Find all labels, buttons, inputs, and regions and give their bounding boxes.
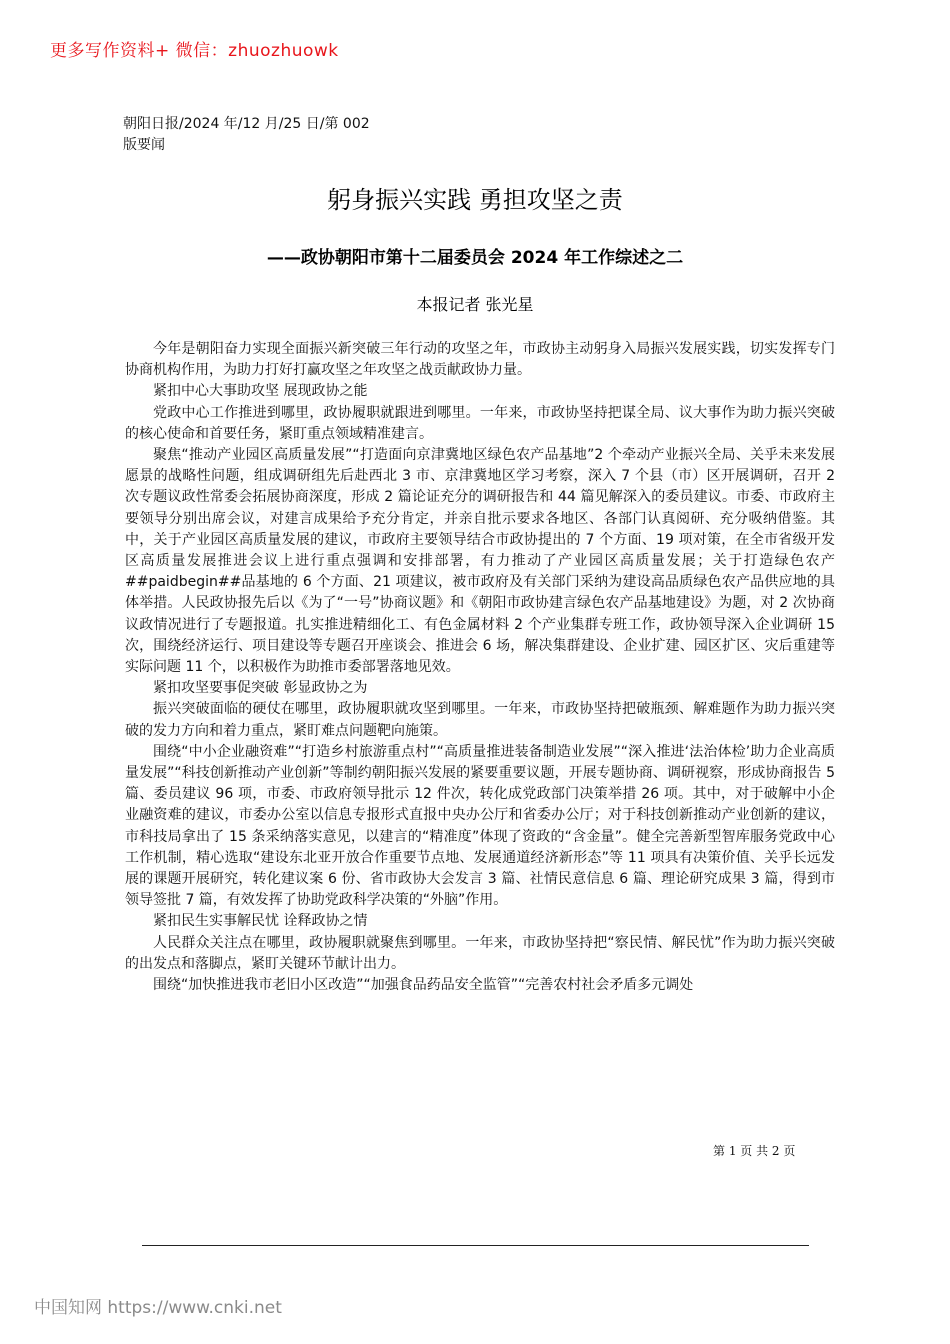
promo-banner: 更多写作资料+ 微信：zhuozhuowk (50, 41, 339, 61)
section-heading-2: 紧扣攻坚要事促突破 彰显政协之为 (153, 680, 368, 697)
article-subtitle: ——政协朝阳市第十二届委员会 2024 年工作综述之二 (266, 248, 684, 268)
source-info (123, 114, 370, 156)
paragraph: 围绕“中小企业融资难”“打造乡村旅游重点村”“高质量推进装备制造业发展”“深入推进‘法治体检’助力企业高质量发展”“科技创新推动产业创新”等制约朝阳振兴发展的紧要重要议题，开展专题协商、调研视察，形成协商报告 5 篇、委员建议 96 项，市委、市政府领导批示 12 件次，转化成党政部门决策举措 26 项。其中，对于破解中小企业融资难的建议，市委办公室以信息专报形式直报中央办公厅和省委办公厅；对于科技创新推动产业创新的建议，市科技局拿出了 15 条采纳落实意见，以建言的“精准度”体现了资政的“含金量”。健全完善新型智库服务党政中心工作机制，精心选取“建设东北亚开放合作重要节点地、发展通道经济新形态”等 11 项具有决策价值、关乎长远发展的课题开展研究，转化建议案 6 份、省市政协大会发言 3 篇、社情民意信息 6 篇、理论研究成果 3 篇，得到市领导签批 7 篇，有效发挥了协助党政科学决策的“外脑”作用。 (125, 743, 835, 909)
section-heading-1: 紧扣中心大事助攻坚 展现政协之能 (153, 383, 368, 400)
article-body (125, 339, 835, 996)
cnki-watermark: 中国知网 https://www.cnki.net (34, 1298, 282, 1318)
paragraph-intro: 今年是朝阳奋力实现全面振兴新突破三年行动的攻坚之年，市政协主动躬身入局振兴发展实践，切实发挥专门协商机构作用，为助力打好打赢攻坚之年攻坚之战贡献政协力量。 (125, 341, 835, 379)
paragraph: 围绕“加快推进我市老旧小区改造”“加强食品药品安全监管”“完善农村社会矛盾多元调处 (153, 977, 694, 994)
article-title: 躬身振兴实践 勇担攻坚之责 (327, 186, 623, 214)
source-line-1: 朝阳日报/2024 年/12 月/25 日/第 002 (123, 116, 370, 132)
page-number: 第 1 页 共 2 页 (713, 1144, 796, 1158)
section-heading-3: 紧扣民生实事解民忧 诠释政协之情 (153, 913, 368, 930)
source-line-2: 版要闻 (123, 137, 165, 153)
footer-divider (142, 1245, 809, 1246)
article-byline: 本报记者 张光星 (416, 295, 534, 314)
paragraph: 人民群众关注点在哪里，政协履职就聚焦到哪里。一年来，市政协坚持把“察民情、解民忧”作为助力振兴突破的出发点和落脚点，紧盯关键环节献计出力。 (125, 934, 835, 972)
paragraph: 党政中心工作推进到哪里，政协履职就跟进到哪里。一年来，市政协坚持把谋全局、议大事作为助力振兴突破的核心使命和首要任务，紧盯重点领域精准建言。 (125, 404, 835, 442)
paragraph: 振兴突破面临的硬仗在哪里，政协履职就攻坚到哪里。一年来，市政协坚持把破瓶颈、解难题作为助力振兴突破的发力方向和着力重点，紧盯难点问题靶向施策。 (125, 701, 835, 739)
paragraph: 聚焦“推动产业园区高质量发展”“打造面向京津冀地区绿色农产品基地”2 个牵动产业振兴全局、关乎未来发展愿景的战略性问题，组成调研组先后赴西北 3 市、京津冀地区学习考察，深入 7 个县（市）区开展调研，召开 2 次专题议政性常委会拓展协商深度，形成 2 篇论证充分的调研报告和 44 篇见解深入的委员建议。市委、市政府主要领导分别出席会议，对建言成果给予充分肯定，并亲自批示要求各地区、各部门认真阅研、充分吸纳借鉴。其中，关于产业园区高质量发展的建议，市政府主要领导结合市政协提出的 7 个方面、19 项对策，在全市省级开发区高质量发展推进会议上进行重点强调和安排部署，有力推动了产业园区高质量发展；关于打造绿色农产##paidbegin##品基地的 6 个方面、21 项建议，被市政府及有关部门采纳为建设高品质绿色农产品供应地的具体举措。人民政协报先后以《为了“一号”协商议题》和《朝阳市政协建言绿色农产品基地建设》为题，对 2 次协商议政情况进行了专题报道。扎实推进精细化工、有色金属材料 2 个产业集群专班工作，政协领导深入企业调研 15 次，围绕经济运行、项目建设等专题召开座谈会、推进会 6 场，解决集群建设、企业扩建、园区扩区、灾后重建等实际问题 11 个，以积极作为助推市委部署落地见效。 (125, 447, 835, 676)
